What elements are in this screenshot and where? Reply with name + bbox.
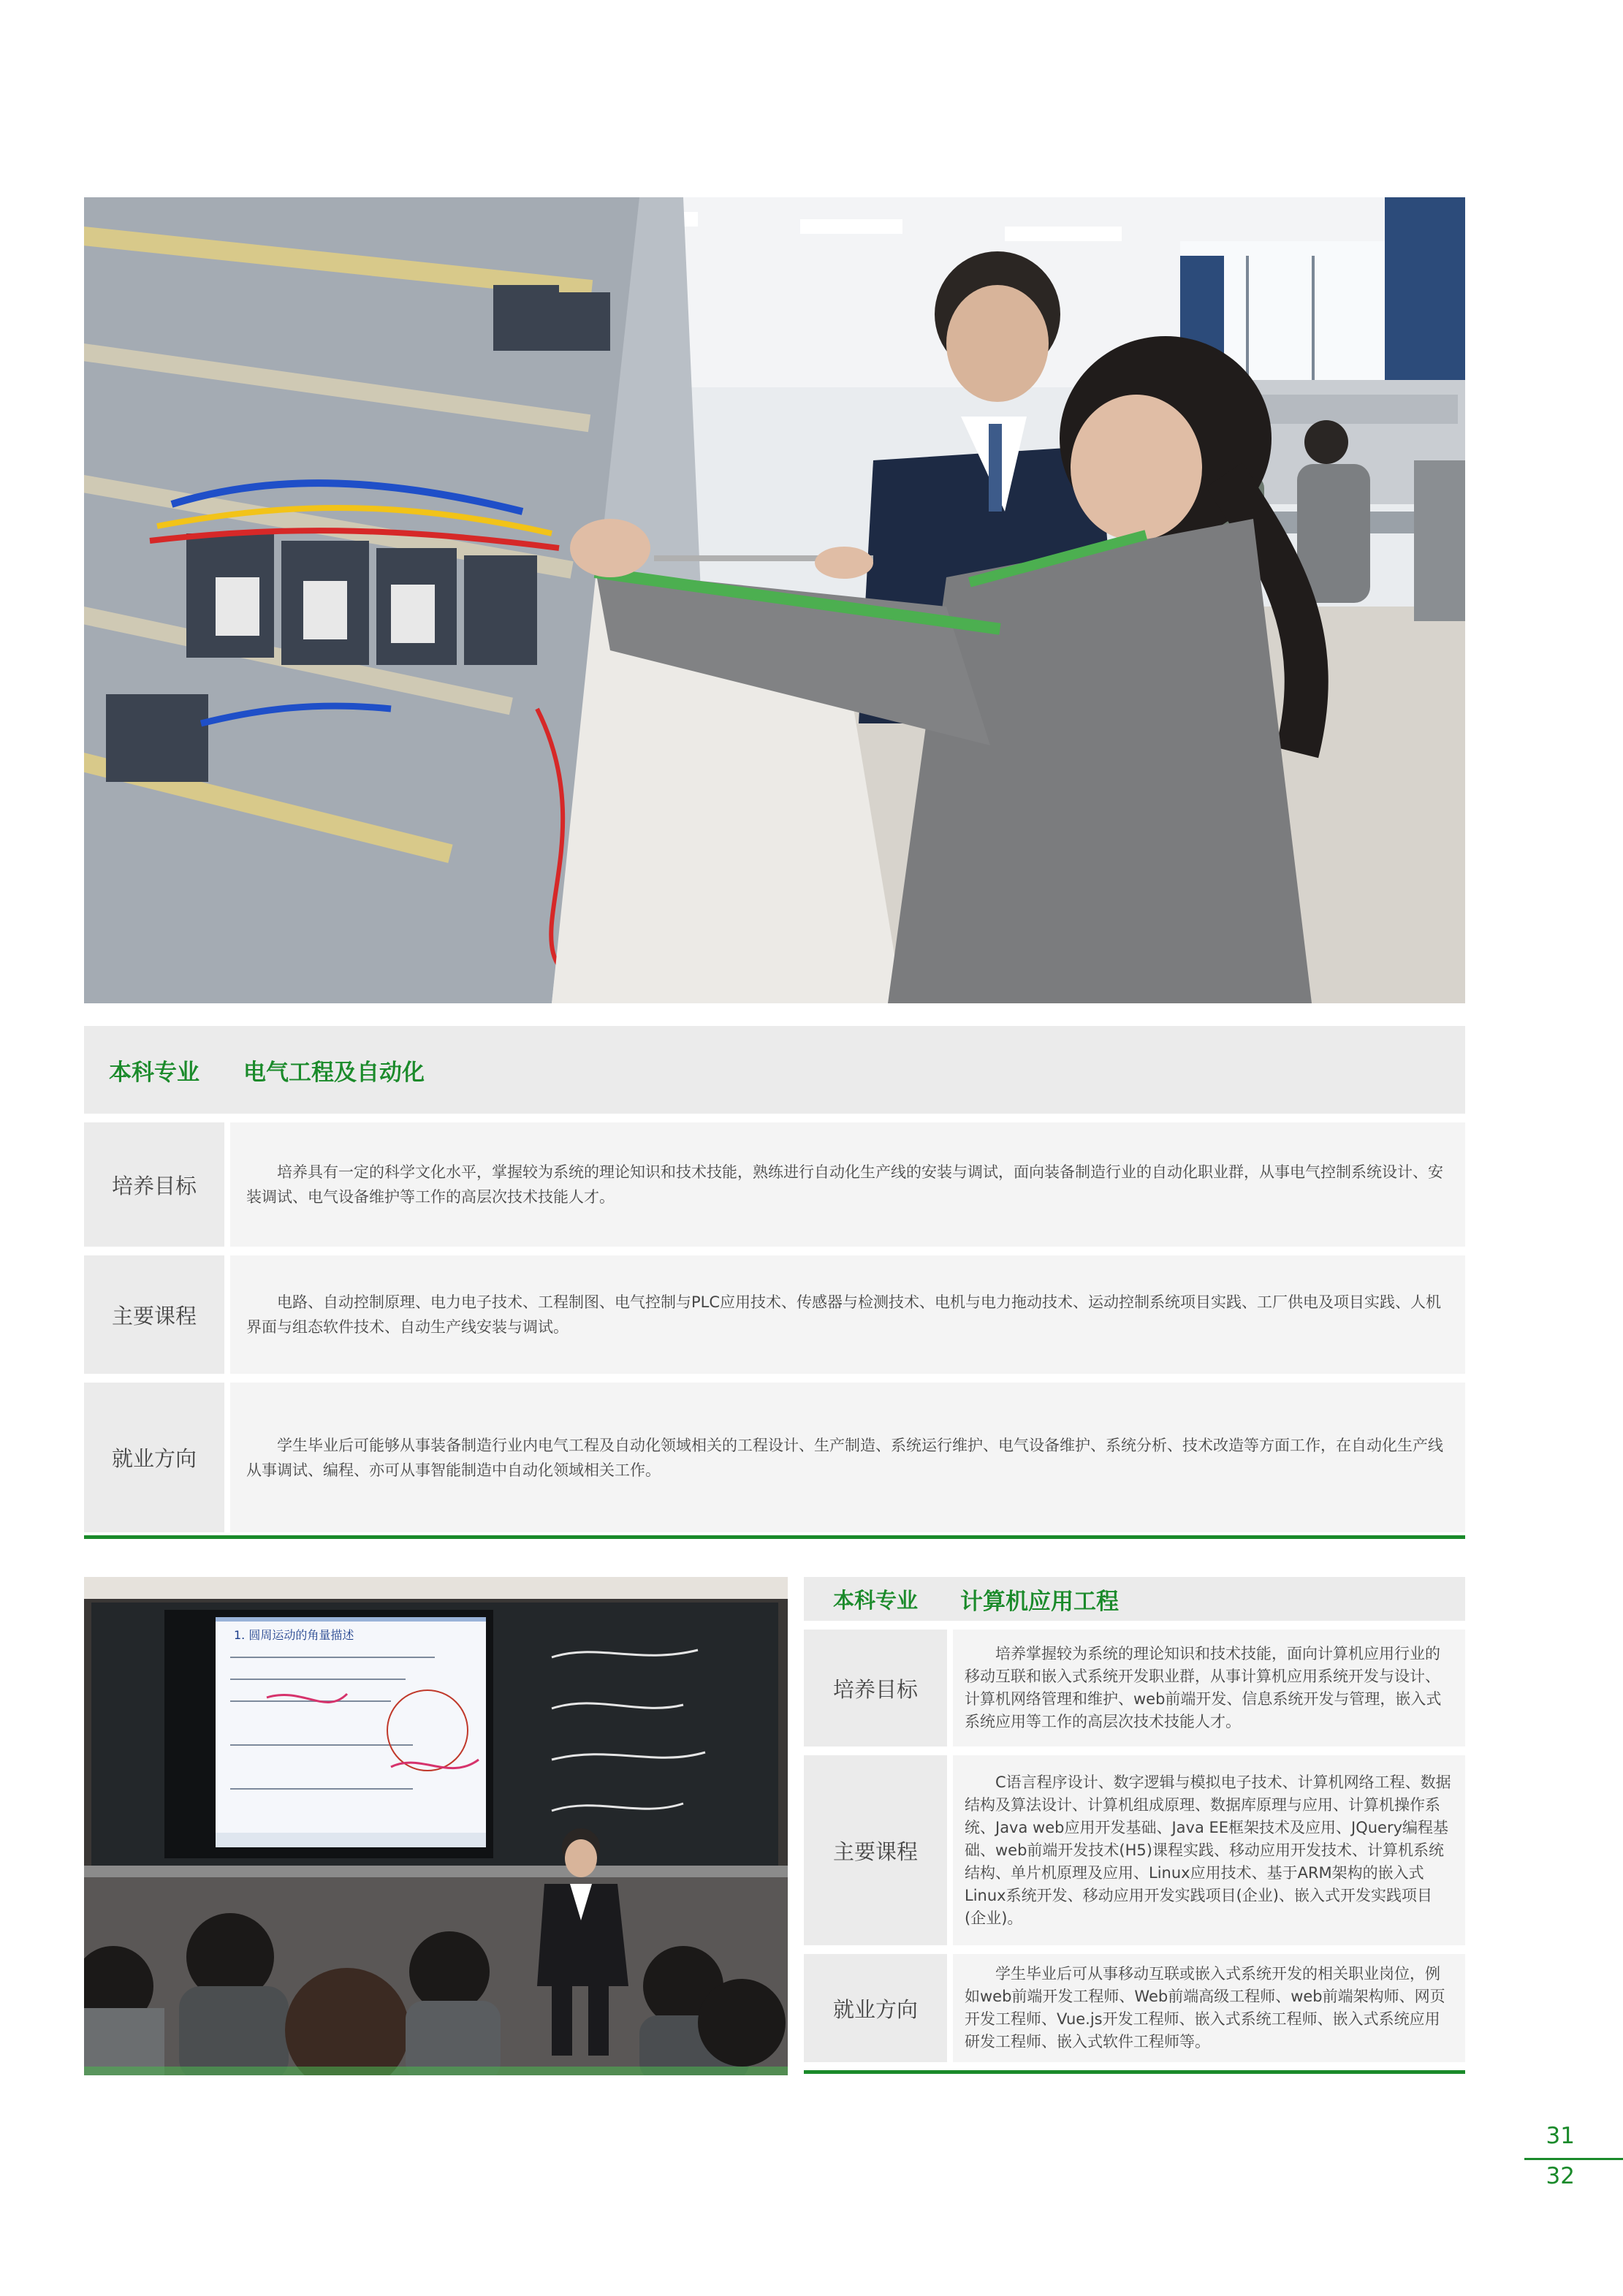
row-key: 就业方向 — [804, 1954, 947, 2062]
row-training-goal — [804, 1630, 1465, 1746]
row-value: 学生毕业后可能够从事装备制造行业内电气工程及自动化领域相关的工程设计、生产制造、系统运行维护、电气设备维护、系统分析、技术改造等方面工作，在自动化生产线从事调试、编程、亦可从事智能制造中自动化领域相关工作。 — [246, 1436, 1443, 1479]
row-key: 培养目标 — [84, 1122, 224, 1247]
row-key: 主要课程 — [84, 1255, 224, 1374]
row-training-goal — [84, 1122, 1465, 1247]
page-number-top: 31 — [1546, 2123, 1575, 2149]
row-main-courses — [804, 1755, 1465, 1945]
row-main-courses — [84, 1255, 1465, 1374]
classroom-photo — [84, 1577, 788, 2075]
row-key: 培养目标 — [804, 1630, 947, 1746]
svg-text:1. 圆周运动的角量描述: 1. 圆周运动的角量描述 — [234, 1628, 354, 1642]
row-key: 就业方向 — [84, 1383, 224, 1532]
major-header — [804, 1577, 1465, 1621]
row-value: C语言程序设计、数字逻辑与模拟电子技术、计算机网络工程、数据结构及算法设计、计算机组成原理、数据库原理与应用、计算机操作系统、Java web应用开发基础、Java EE框架技术及应用、JQuery编程基础、web前端开发技术(H5)课程实践、移动应用开发技术、计算机系统结构、单片机原理及应用、Linux应用技术、基于ARM架构的嵌入式Linux系统开发、移动应用开发实践项目(企业)、嵌入式开发实践项目(企业)。 — [965, 1773, 1451, 1927]
row-key: 主要课程 — [804, 1755, 947, 1945]
page-number-divider — [1524, 2158, 1623, 2160]
major-table-electrical — [84, 1026, 1465, 1541]
row-value: 学生毕业后可从事移动互联或嵌入式系统开发的相关职业岗位，例如web前端开发工程师、Web前端高级工程师、web前端架构师、网页开发工程师、Vue.js开发工程师、嵌入式系统工程师、嵌入式系统应用研发工程师、嵌入式软件工程师等。 — [965, 1965, 1445, 2050]
major-header-value: 计算机应用工程 — [960, 1588, 1119, 1615]
major-header-value: 电气工程及自动化 — [243, 1059, 425, 1086]
divider-line — [84, 1535, 1465, 1539]
row-value: 培养具有一定的科学文化水平，掌握较为系统的理论知识和技术技能，熟练进行自动化生产线的安装与调试，面向装备制造行业的自动化职业群，从事电气控制系统设计、安装调试、电气设备维护等工作的高层次技术技能人才。 — [246, 1163, 1443, 1206]
row-value: 培养掌握较为系统的理论知识和技术技能，面向计算机应用行业的移动互联和嵌入式系统开发职业群，从事计算机应用系统开发与设计、计算机网络管理和维护、web前端开发、信息系统开发与管理，嵌入式系统应用等工作的高层次技术技能人才。 — [965, 1645, 1442, 1730]
major-header-key: 本科专业 — [832, 1587, 918, 1613]
major-header-key: 本科专业 — [109, 1059, 199, 1086]
row-employment — [84, 1383, 1465, 1532]
row-employment — [804, 1954, 1465, 2062]
page-number-bottom: 32 — [1546, 2163, 1575, 2189]
major-header — [84, 1026, 1465, 1114]
divider-line — [804, 2070, 1465, 2074]
major-table-computer — [804, 1577, 1465, 2071]
electrical-lab-photo — [84, 197, 1465, 1003]
row-value: 电路、自动控制原理、电力电子技术、工程制图、电气控制与PLC应用技术、传感器与检测技术、电机与电力拖动技术、运动控制系统项目实践、工厂供电及项目实践、人机界面与组态软件技术、自动生产线安装与调试。 — [246, 1293, 1442, 1336]
